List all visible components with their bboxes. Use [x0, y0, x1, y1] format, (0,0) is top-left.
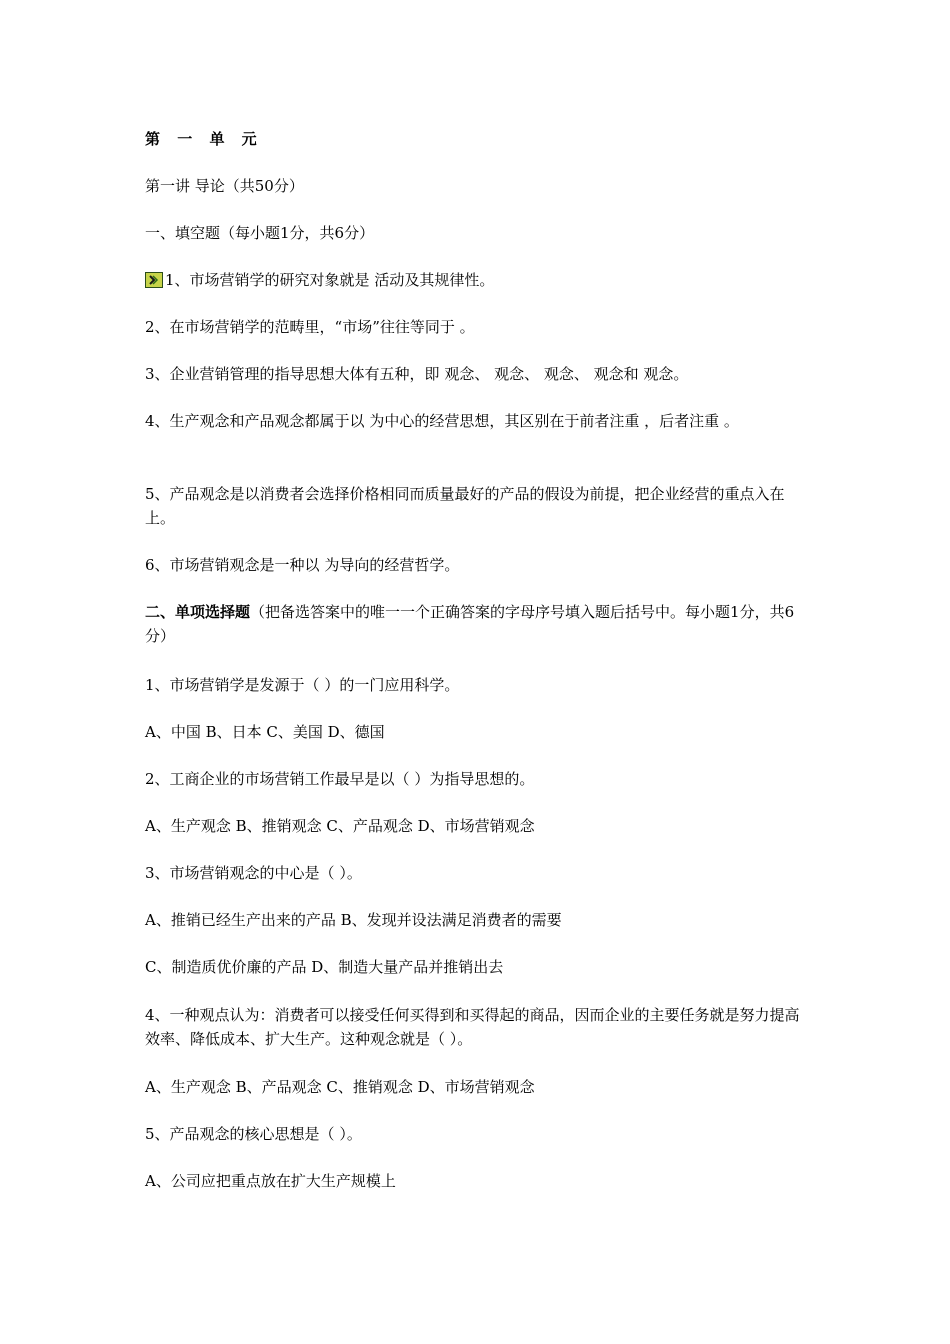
fill-question-2: 2、在市场营销学的范畴里，“市场”往往等同于 。	[145, 318, 475, 336]
choice-question-5: 5、产品观念的核心思想是（ ）。	[145, 1125, 362, 1143]
choice-question-2: 2、工商企业的市场营销工作最早是以（ ）为指导思想的。	[145, 770, 535, 788]
lecture-title: 第一讲 导论（共50分）	[145, 177, 304, 195]
unit-title: 第 一 单 元	[145, 130, 263, 148]
section2-heading-rest: （把备选答案中的唯一一个正确答案的字母序号填入题后括号中。每小题1分，共6分）	[145, 603, 795, 645]
choice-question-3: 3、市场营销观念的中心是（ ）。	[145, 864, 362, 882]
choice-question-5-option-a: A、公司应把重点放在扩大生产规模上	[145, 1172, 396, 1190]
choice-question-4-options: A、生产观念 B、产品观念 C、推销观念 D、市场营销观念	[145, 1078, 535, 1096]
fill-question-1	[145, 268, 825, 292]
section1-heading: 一、填空题（每小题1分，共6分）	[145, 224, 375, 242]
choice-question-4: 4、一种观点认为：消费者可以接受任何买得到和买得起的商品，因而企业的主要任务就是努力提高效率、降低成本、扩大生产。这种观念就是（ ）。	[145, 1006, 800, 1048]
choice-question-1: 1、市场营销学是发源于（ ）的一门应用科学。	[145, 676, 460, 694]
fill-question-4: 4、生产观念和产品观念都属于以 为中心的经营思想，其区别在于前者注重 ，后者注重 。	[145, 412, 739, 430]
choice-question-3-options-ab: A、推销已经生产出来的产品 B、发现并设法满足消费者的需要	[145, 911, 562, 929]
fill-question-6: 6、市场营销观念是一种以 为导向的经营哲学。	[145, 556, 460, 574]
attachment-icon[interactable]	[145, 272, 163, 288]
fill-question-5: 5、产品观念是以消费者会选择价格相同而质量最好的产品的假设为前提，把企业经营的重点入在 上。	[145, 485, 785, 527]
choice-question-2-options: A、生产观念 B、推销观念 C、产品观念 D、市场营销观念	[145, 817, 535, 835]
choice-question-1-options: A、中国 B、日本 C、美国 D、德国	[145, 723, 385, 741]
section2-heading-bold: 二、单项选择题	[145, 603, 251, 621]
section2-heading	[145, 600, 810, 648]
fill-question-3: 3、企业营销管理的指导思想大体有五种，即 观念、 观念、 观念、 观念和 观念。	[145, 365, 689, 383]
fill-question-1-text: 1、市场营销学的研究对象就是 活动及其规律性。	[165, 271, 495, 289]
choice-question-3-options-cd: C、制造质优价廉的产品 D、制造大量产品并推销出去	[145, 958, 504, 976]
